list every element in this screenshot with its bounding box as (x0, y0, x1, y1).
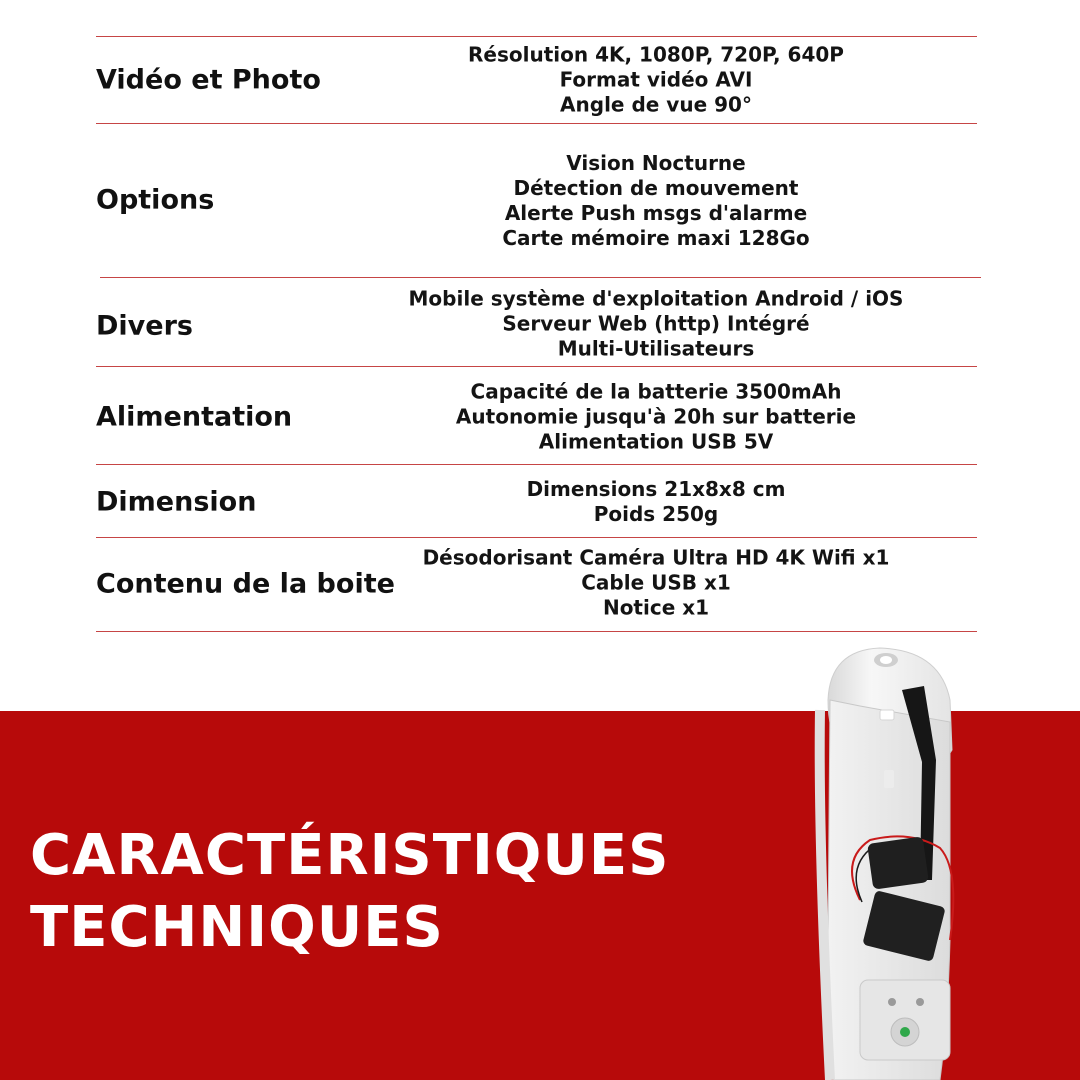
spec-divider (96, 36, 977, 37)
spec-divider (100, 277, 981, 278)
spec-value: Vision Nocturne (566, 151, 746, 175)
spec-divider (96, 123, 977, 124)
spec-value: Détection de mouvement (513, 176, 799, 200)
spec-values (380, 43, 932, 118)
spec-divider (96, 366, 977, 367)
spec-label: Vidéo et Photo (96, 64, 321, 96)
spec-value: Autonomie jusqu'à 20h sur batterie (455, 404, 857, 429)
banner-title-line: CARACTÉRISTIQUES (30, 823, 670, 888)
spec-value: Cable USB x1 (581, 570, 731, 595)
spec-divider (96, 631, 977, 632)
banner-title (30, 820, 790, 964)
spec-value: Dimensions 21x8x8 cm (526, 477, 786, 501)
spec-divider (96, 537, 977, 538)
spec-value: Carte mémoire maxi 128Go (502, 226, 810, 250)
banner-title-line: TECHNIQUES (30, 895, 444, 960)
spec-value: Notice x1 (602, 595, 710, 620)
spec-value: Format vidéo AVI (559, 67, 753, 92)
spec-value: Angle de vue 90° (560, 92, 752, 117)
spec-values (380, 151, 932, 251)
spec-label: Divers (96, 310, 193, 342)
spec-label: Contenu de la boite (96, 568, 395, 600)
product-image (800, 640, 1000, 1080)
spec-value: Alerte Push msgs d'alarme (504, 201, 808, 225)
spec-value: Multi-Utilisateurs (557, 336, 755, 361)
spec-value: Capacité de la batterie 3500mAh (470, 379, 842, 404)
spec-values (380, 380, 932, 455)
spec-value: Mobile système d'exploitation Android / iOS (408, 286, 904, 311)
spec-label: Dimension (96, 486, 257, 518)
spec-value: Résolution 4K, 1080P, 720P, 640P (468, 42, 844, 67)
spec-value: Alimentation USB 5V (538, 429, 774, 454)
spec-value: Poids 250g (593, 502, 719, 526)
spec-value: Serveur Web (http) Intégré (502, 311, 810, 336)
spec-values (380, 287, 932, 362)
spec-values (380, 477, 932, 527)
spec-values (380, 546, 932, 621)
spec-value: Désodorisant Caméra Ultra HD 4K Wifi x1 (422, 545, 890, 570)
spec-label: Alimentation (96, 401, 293, 433)
spec-label: Options (96, 184, 215, 216)
spec-divider (96, 464, 977, 465)
